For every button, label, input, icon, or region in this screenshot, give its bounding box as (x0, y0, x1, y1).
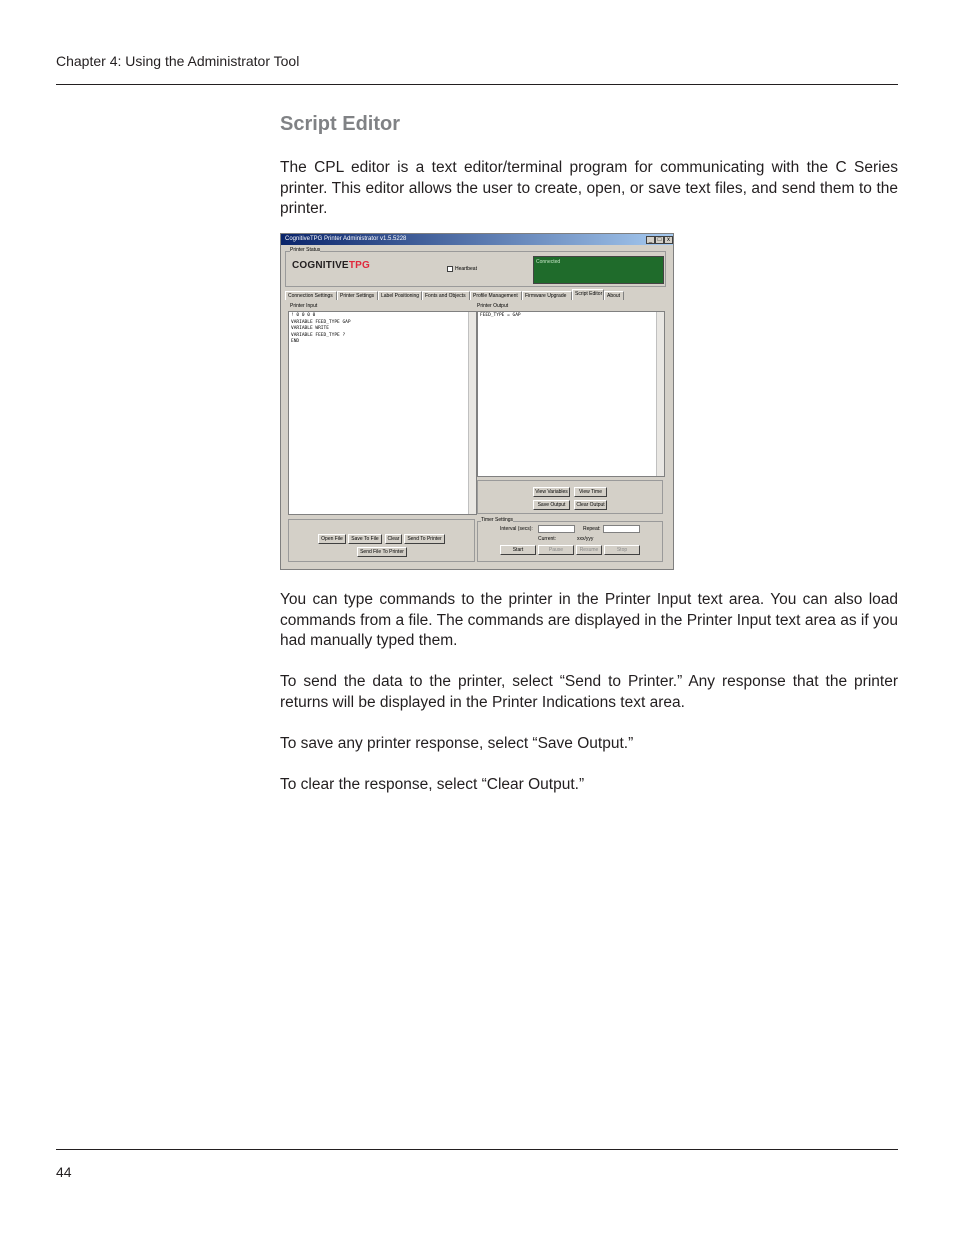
maximize-icon: □ (655, 236, 664, 244)
heartbeat-checkbox (447, 266, 453, 272)
clear-response-paragraph: To clear the response, select “Clear Output.” (280, 776, 585, 793)
tab-firmware-upgrade: Firmware Upgrade (522, 291, 572, 300)
start-button: Start (500, 545, 536, 555)
printer-input-label: Printer Input (290, 303, 318, 309)
printer-status-label: Printer Status (290, 247, 321, 253)
page-number: 44 (56, 1164, 72, 1180)
printer-input-scrollbar (468, 312, 476, 514)
clear-button: Clear (385, 534, 402, 544)
tab-fonts-and-objects: Fonts and Objects (422, 291, 470, 300)
tab-about: About (604, 291, 624, 300)
tab-connection-settings: Connection Settings (285, 291, 337, 300)
view-variables-button: View Variables (533, 487, 570, 497)
send-to-printer-button: Send To Printer (404, 534, 445, 544)
output-buttons-group (477, 480, 663, 514)
save-response-paragraph: To save any printer response, select “Save Output.” (280, 735, 634, 752)
send-data-paragraph: To send the data to the printer, select “Send to Printer.” Any response that the printer returns will be displayed in the Printer Indications text area. (280, 673, 898, 711)
clear-output-button: Clear Output (574, 500, 607, 510)
save-to-file-button: Save To File (348, 534, 382, 544)
cognitivetpg-logo: COGNITIVETPG (292, 260, 370, 271)
connected-label: Connected (536, 259, 561, 265)
minimize-icon: _ (646, 236, 655, 244)
script-editor-screenshot (280, 233, 674, 570)
printer-output-textarea: FEED_TYPE = GAP (477, 311, 665, 477)
timer-settings-label: Timer Settings (481, 517, 514, 523)
repeat-label: Repeat: (583, 526, 601, 532)
interval-field (538, 525, 575, 533)
running-head: Chapter 4: Using the Administrator Tool (56, 53, 300, 69)
interval-label: Interval (secs): (500, 526, 533, 532)
connection-status-panel (533, 256, 664, 284)
repeat-field (603, 525, 640, 533)
section-title: Script Editor (280, 113, 401, 135)
tab-label-positioning: Label Positioning (378, 291, 422, 300)
tab-profile-management: Profile Management (470, 291, 522, 300)
intro-paragraph: The CPL editor is a text editor/terminal program for communicating with the C Series printer. This editor allows the user to create, open, or save text files, and send them to the printer. (280, 159, 898, 217)
footer-rule (56, 1149, 898, 1150)
current-value: xxx/yyy (577, 536, 594, 542)
type-commands-paragraph: You can type commands to the printer in the Printer Input text area. You can also load commands from a file. The commands are displayed in the Printer Input text area as if you had manually typed them. (280, 591, 898, 649)
send-file-to-printer-button: Send File To Printer (357, 547, 407, 557)
header-rule (56, 84, 898, 85)
printer-input-textarea: ! 0 0 0 0 VARIABLE FEED_TYPE GAP VARIABLE WRITE VARIABLE FEED_TYPE ? END (288, 311, 477, 515)
open-file-button: Open File (318, 534, 346, 544)
save-output-button: Save Output (533, 500, 570, 510)
printer-output-scrollbar (656, 312, 664, 476)
view-time-button: View Time (574, 487, 607, 497)
tab-printer-settings: Printer Settings (337, 291, 378, 300)
heartbeat-label: Heartbeat (455, 266, 477, 272)
close-icon: x (664, 236, 673, 244)
window-titlebar: CognitiveTPG Printer Administrator v1.5.5228 (281, 234, 673, 245)
current-label: Current: (538, 536, 557, 542)
tab-script-editor: Script Editor (572, 289, 604, 300)
stop-button: Stop (604, 545, 640, 555)
pause-button: Pause (538, 545, 574, 555)
resume-button: Resume (576, 545, 602, 555)
printer-output-label: Printer Output (477, 303, 509, 309)
